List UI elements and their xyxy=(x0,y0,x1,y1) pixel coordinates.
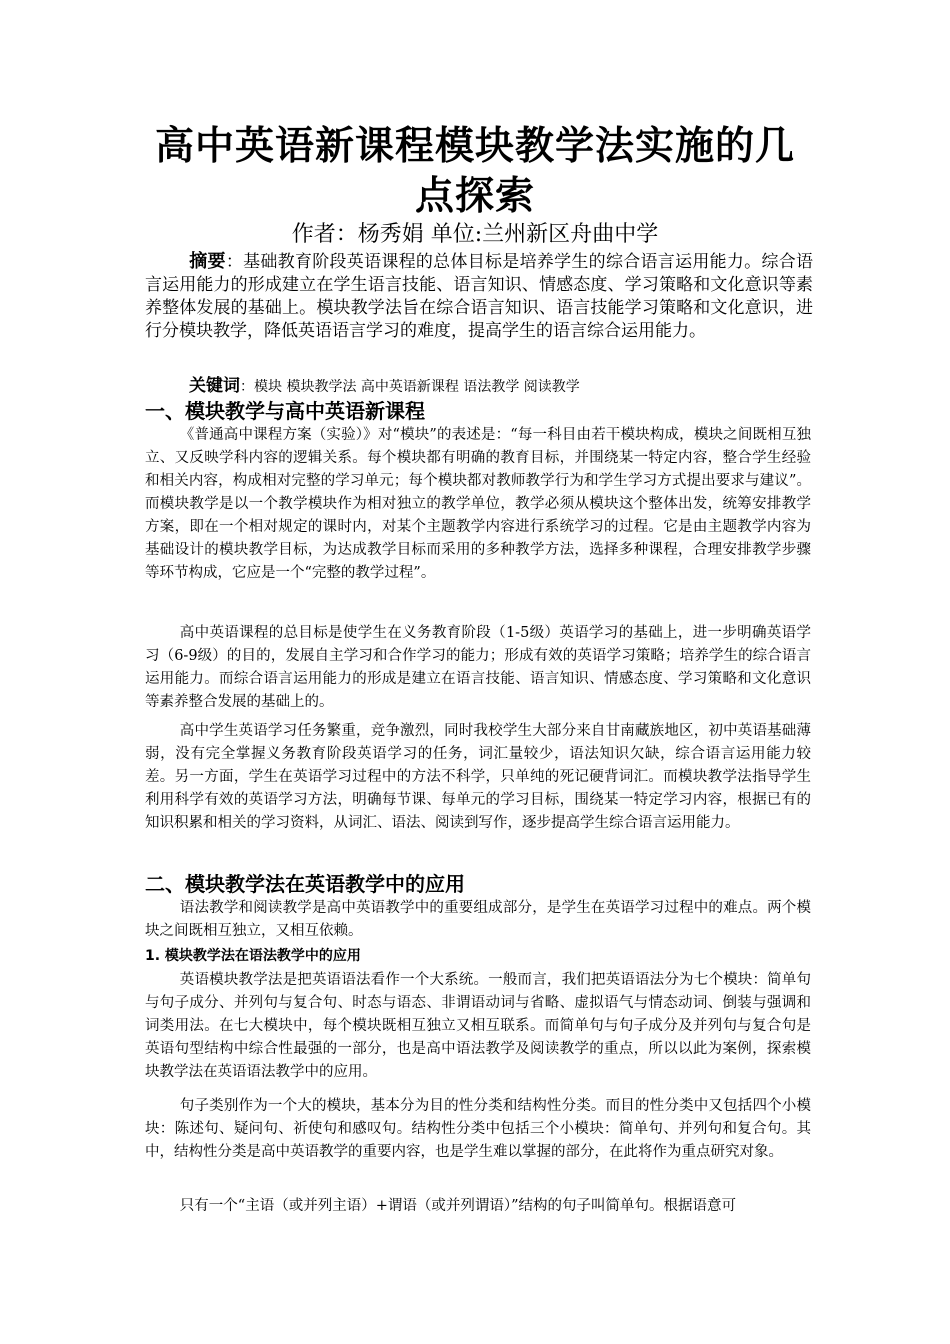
section-1-paragraph-1: 《普通高中课程方案（实验）》对“模块”的表述是：“每一科目由若干模块构成，模块之间既相互独立、又反映学科内容的逻辑关系。每个模块都有明确的教育目标，并围绕某一特定内容，整合学生经验和相关内容，构成相对完整的学习单元；每个模块都对教师教学行为和学生学习方式提出要求与建议”。而模块教学是以一个教学模块作为相对独立的教学单位，教学必须从模块这个整体出发，统筹安排教学方案，即在一个相对规定的课时内，对某个主题教学内容进行系统学习的过程。它是由主题教学内容为基础设计的模块教学目标，为达成教学目标而采用的多种教学方法，选择多种课程，合理安排教学步骤等环节构成，它应是一个“完整的教学过程”。 xyxy=(145,427,811,581)
keywords-label: 关键词 xyxy=(189,376,240,396)
section-2-paragraph-2: 英语模块教学法是把英语语法看作一个大系统。一般而言，我们把英语语法分为七个模块：简单句与句子成分、并列句与复合句、时态与语态、非谓语动词与省略、虚拟语气与情态动词、倒装与强调和词类用法。在七大模块中，每个模块既相互独立又相互联系。而简单句与句子成分及并列句与复合句是英语句型结构中综合性最强的一部分，也是高中语法教学及阅读教学的重点，所以以此为案例，探索模块教学法在英语语法教学中的应用。 xyxy=(145,972,811,1080)
abstract-text: ：基础教育阶段英语课程的总体目标是培养学生的综合语言运用能力。综合语言运用能力的形成建立在学生语言技能、语言知识、情感态度、学习策略和文化意识等素养整体发展的基础上。模块教学法旨在综合语言知识、语言技能学习策略和文化意识，进行分模块教学，降低英语语言学习的难度，提高学生的语言综合运用能力。 xyxy=(145,252,814,341)
section-1-paragraph-3: 高中学生英语学习任务繁重，竞争激烈，同时我校学生大部分来自甘南藏族地区，初中英语基础薄弱，没有完全掌握义务教育阶段英语学习的任务，词汇量较少，语法知识欠缺，综合语言运用能力较差。另一方面，学生在英语学习过程中的方法不科学，只单纯的死记硬背词汇。而模块教学法指导学生利用科学有效的英语学习方法，明确每节课、每单元的学习目标，围绕某一特定学习内容，根据已有的知识积累和相关的学习资料，从词汇、语法、阅读到写作，逐步提高学生综合语言运用能力。 xyxy=(145,723,811,831)
author-line: 作者：杨秀娟 单位:兰州新区舟曲中学 xyxy=(291,222,659,247)
document-title: 高中英语新课程模块教学法实施的几点探索 xyxy=(154,124,795,219)
section-1-paragraph-2: 高中英语课程的总目标是使学生在义务教育阶段（1-5级）英语学习的基础上，进一步明确英语学习（6-9级）的目的，发展自主学习和合作学习的能力；形成有效的英语学习策略；培养学生的综合语言运用能力。而综合语言运用能力的形成是建立在语言技能、语言知识、情感态度、学习策略和文化意识等素养整合发展的基础上的。 xyxy=(145,625,811,710)
abstract xyxy=(145,250,813,343)
section-2-paragraph-1: 语法教学和阅读教学是高中英语教学中的重要组成部分，是学生在英语学习过程中的难点。两个模块之间既相互独立，又相互依赖。 xyxy=(145,900,811,939)
section-2-paragraph-3: 句子类别作为一个大的模块，基本分为目的性分类和结构性分类。而目的性分类中又包括四个小模块：陈述句、疑问句、祈使句和感叹句。结构性分类中包括三个小模块：简单句、并列句和复合句。其中，结构性分类是高中英语教学的重要内容，也是学生难以掌握的部分，在此将作为重点研究对象。 xyxy=(145,1098,811,1160)
section-1-heading: 一、模块教学与高中英语新课程 xyxy=(145,399,425,423)
section-2-paragraph-4: 只有一个“主语（或并列主语）+谓语（或并列谓语）”结构的句子叫简单句。根据语意可 xyxy=(179,1198,737,1214)
abstract-label: 摘要 xyxy=(189,251,226,272)
keywords xyxy=(145,375,857,398)
section-2-heading: 二、模块教学法在英语教学中的应用 xyxy=(145,872,465,896)
keywords-text: ：模块 模块教学法 高中英语新课程 语法教学 阅读教学 xyxy=(240,379,580,395)
section-2-subheading-1: 1. 模块教学法在语法教学中的应用 xyxy=(145,948,361,964)
